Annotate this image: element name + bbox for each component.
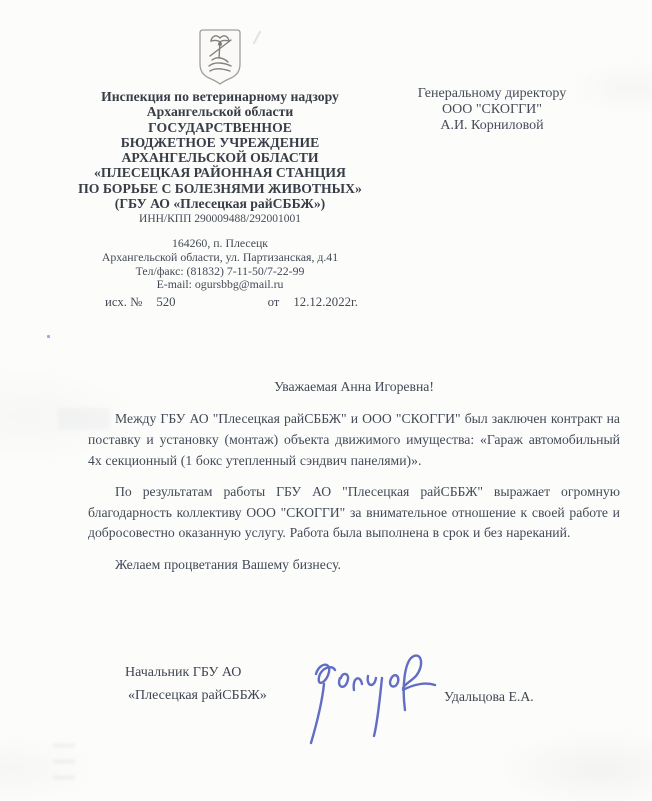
outgoing-date: 12.12.2022г. (293, 295, 358, 309)
scan-artifact (47, 335, 50, 338)
phone-fax-line: Тел/факс: (81832) 7-11-50/7-22-99 (135, 263, 305, 278)
addressee-company: ООО "СКОГГИ" (442, 102, 542, 118)
scan-artifact (58, 408, 110, 430)
org-name-line: ПО БОРЬБЕ С БОЛЕЗНЯМИ ЖИВОТНЫХ» (78, 180, 362, 196)
signer-title-line: Начальник ГБУ АО (125, 665, 242, 680)
org-name-line: АРХАНГЕЛЬСКОЙ ОБЛАСТИ (121, 150, 319, 166)
scan-artifact (53, 744, 75, 786)
outgoing-label: исх. № (105, 295, 143, 309)
inn-kpp-line: ИНН/КПП 290009488/292001001 (139, 213, 301, 226)
outgoing-number: 520 (156, 295, 176, 309)
letter-body (88, 409, 620, 586)
body-paragraph: Желаем процветания Вашему бизнесу. (115, 556, 341, 572)
letterhead-org-block (40, 28, 400, 292)
address-line: 164260, п. Плесецк (171, 236, 269, 251)
org-name-line: БЮДЖЕТНОЕ УЧРЕЖДЕНИЕ (120, 134, 320, 150)
addressee-position: Генеральному директору (417, 86, 567, 101)
org-short-name-line: (ГБУ АО «Плесецкая райСББЖ») (114, 196, 326, 212)
salutation: Уважаемая Анна Игоревна! (274, 379, 434, 394)
email-line: E-mail: ogursbbg@mail.ru (156, 277, 284, 292)
addressee-block (398, 86, 586, 135)
org-address-block (40, 237, 400, 291)
handwritten-signature-ink (302, 648, 437, 748)
body-paragraph: По результатам работы ГБУ АО "Плесецкая райСББЖ" выражает огромную благодарность коллективу ООО "СКОГГИ" за внимательное отношение к своей работе и добросовестно оказанную услугу. Работа была выполнена в срок и без нареканий. (88, 483, 620, 541)
body-paragraph: Между ГБУ АО "Плесецкая райСББЖ" и ООО "СКОГГИ" был заключен контракт на поставку и установку (монтаж) объекта движимого имущества: «Гараж автомобильный 4х секционный (1 бокс утепленный сэндвич панелями)». (88, 411, 620, 468)
signer-name: Удальцова Е.А. (444, 689, 534, 704)
signer-title-block (125, 662, 267, 707)
outgoing-ref-row (105, 295, 358, 310)
org-name-line: Инспекция по ветеринарному надзору (101, 89, 339, 104)
coat-of-arms-icon (198, 28, 242, 86)
org-name-line: Архангельской области (146, 104, 294, 120)
address-line: Архангельской области, ул. Партизанская, д.41 (101, 249, 339, 264)
org-name-line: «ПЛЕСЕЦКАЯ РАЙОННАЯ СТАНЦИЯ (94, 165, 346, 181)
signer-title-line: «Плесецкая райСББЖ» (128, 687, 267, 703)
addressee-person: А.И. Корниловой (440, 118, 544, 134)
outgoing-from-label: от (267, 295, 280, 309)
org-name-line: ГОСУДАРСТВЕННОЕ (148, 119, 292, 135)
